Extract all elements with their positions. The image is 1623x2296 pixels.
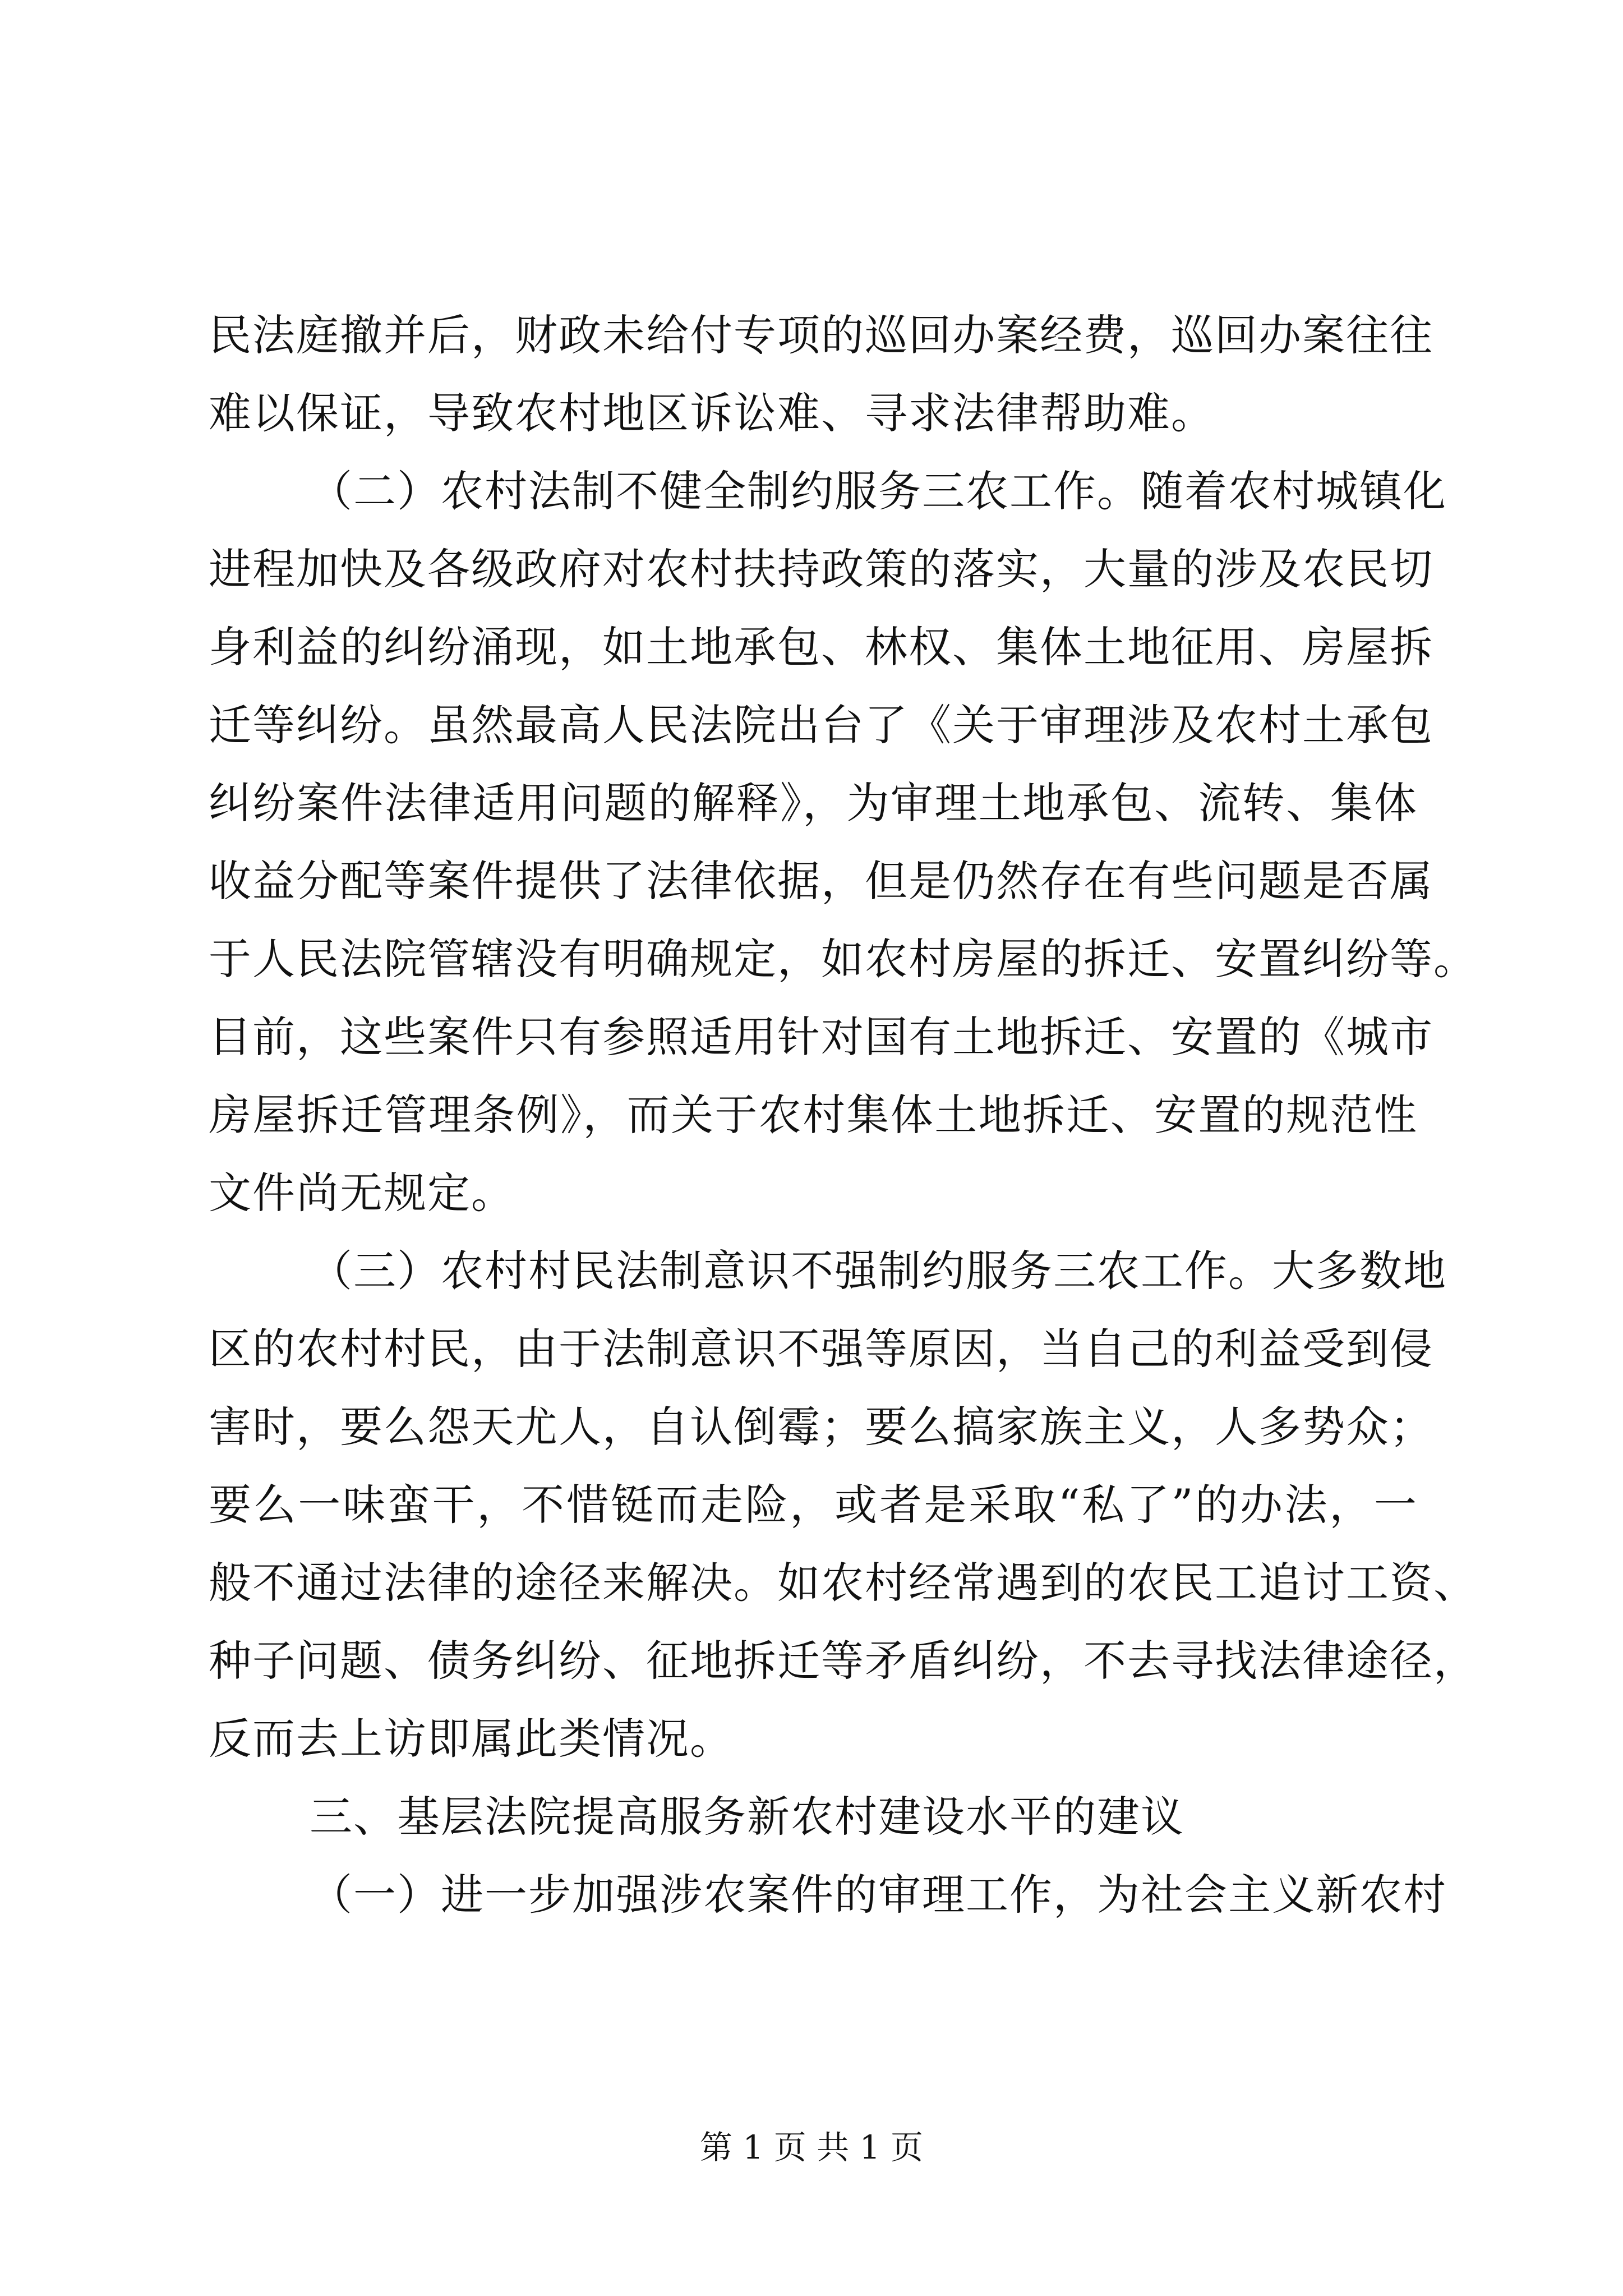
- page-footer: 第 1 页 共 1 页: [700, 2128, 923, 2166]
- text-line: 种子问题、债务纠纷、征地拆迁等矛盾纠纷，不去寻找法律途径，: [209, 1636, 1477, 1686]
- text-line: 纠纷案件法律适用问题的解释》，为审理土地承包、流转、集体: [209, 778, 1418, 828]
- text-line: 害时，要么怨天尤人，自认倒霉；要么搞家族主义，人多势众；: [209, 1402, 1433, 1452]
- text-line: 般不通过法律的途径来解决。如农村经常遇到的农民工追讨工资、: [209, 1558, 1477, 1608]
- text-line: 要么一味蛮干，不惜铤而走险，或者是采取“私了”的办法，一: [209, 1480, 1418, 1530]
- text-line: 目前，这些案件只有参照适用针对国有土地拆迁、安置的《城市: [209, 1012, 1433, 1062]
- text-line: 于人民法院管辖没有明确规定，如农村房屋的拆迁、安置纠纷等。: [209, 934, 1477, 984]
- paragraph-start-line: （一）进一步加强涉农案件的审理工作，为社会主义新农村: [310, 1870, 1447, 1920]
- text-line: 民法庭撤并后，财政未给付专项的巡回办案经费，巡回办案往往: [209, 310, 1433, 360]
- text-line: 收益分配等案件提供了法律依据，但是仍然存在有些问题是否属: [209, 856, 1433, 906]
- text-line: 反而去上访即属此类情况。: [209, 1714, 734, 1764]
- text-line: 迁等纠纷。虽然最高人民法院出台了《关于审理涉及农村土承包: [209, 700, 1433, 750]
- document-body: [209, 296, 1477, 1934]
- section-heading: 三、基层法院提高服务新农村建设水平的建议: [310, 1792, 1184, 1842]
- text-line: 身利益的纠纷涌现，如土地承包、林权、集体土地征用、房屋拆: [209, 622, 1433, 672]
- paragraph-start-line: （三）农村村民法制意识不强制约服务三农工作。大多数地: [310, 1246, 1447, 1296]
- text-line: 文件尚无规定。: [209, 1168, 515, 1218]
- text-line: 房屋拆迁管理条例》，而关于农村集体土地拆迁、安置的规范性: [209, 1090, 1418, 1140]
- text-line: 进程加快及各级政府对农村扶持政策的落实，大量的涉及农民切: [209, 544, 1433, 594]
- paragraph-start-line: （二）农村法制不健全制约服务三农工作。随着农村城镇化: [310, 466, 1447, 516]
- text-line: 区的农村村民，由于法制意识不强等原因，当自己的利益受到侵: [209, 1324, 1433, 1374]
- text-line: 难以保证，导致农村地区诉讼难、寻求法律帮助难。: [209, 388, 1215, 438]
